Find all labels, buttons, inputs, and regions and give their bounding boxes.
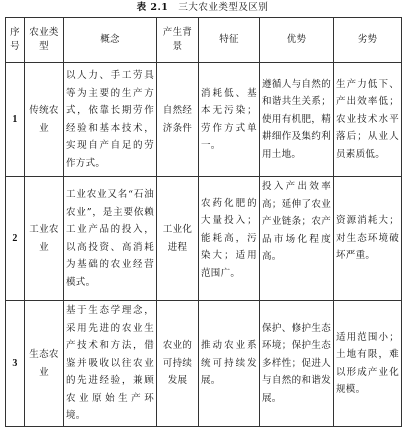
- cell-advantage: 保护、修护生态环境；保护生态多样性；促进人与自然的和谐发展。: [260, 301, 334, 427]
- header-disadvantage: 劣势: [334, 18, 402, 63]
- table-title: 三大农业类型及区别: [178, 2, 269, 13]
- cell-disadvantage: 适用范围小；土地有限，难以形成产业化规模。: [334, 301, 402, 427]
- table-row: [6, 63, 402, 177]
- cell-type: 工业农业: [25, 177, 64, 301]
- header-seq: 序号: [6, 18, 25, 63]
- cell-disadvantage: 生产力低下、产出效率低；农业技术水平落后；从业人员素质低。: [334, 63, 402, 177]
- cell-disadvantage: 资源消耗大；对生态环境破坏严重。: [334, 177, 402, 301]
- cell-background: 工业化进程: [157, 177, 199, 301]
- cell-feature: 推动农业系统可持续发展。: [199, 301, 260, 427]
- header-feature: 特征: [199, 18, 260, 63]
- table-row: [6, 301, 402, 427]
- header-type: 农业类型: [25, 18, 64, 63]
- cell-seq: 3: [6, 301, 25, 427]
- header-advantage: 优势: [260, 18, 334, 63]
- header-background: 产生背景: [157, 18, 199, 63]
- cell-advantage: 遵循人与自然的和谐共生关系；使用有机肥，精耕细作及集约利用土地。: [260, 63, 334, 177]
- cell-feature: 农药化肥的大量投入；能耗高，污染大；适用范围广。: [199, 177, 260, 301]
- cell-type: 生态农业: [25, 301, 64, 427]
- cell-concept: 工业农业又名“石油农业”，是主要依赖工业产品的投入，以高投资、高消耗为基础的农业经营模式。: [64, 177, 157, 301]
- header-row: [6, 18, 402, 63]
- table-number: 表 2.1: [136, 2, 169, 13]
- cell-background: 农业的可持续发展: [157, 301, 199, 427]
- cell-background: 自然经济条件: [157, 63, 199, 177]
- agriculture-comparison-table: [5, 17, 402, 427]
- table-row: [6, 177, 402, 301]
- cell-feature: 消耗低、基本无污染；劳作方式单一。: [199, 63, 260, 177]
- cell-seq: 2: [6, 177, 25, 301]
- cell-type: 传统农业: [25, 63, 64, 177]
- header-concept: 概念: [64, 18, 157, 63]
- cell-concept: 基于生态学理念，采用先进的农业生产技术和方法，借鉴并吸收以往农业的先进经验，兼顾农业原始生产环境。: [64, 301, 157, 427]
- cell-advantage: 投入产出效率高；延伸了农业产业链条；农产品市场化程度高。: [260, 177, 334, 301]
- cell-seq: 1: [6, 63, 25, 177]
- table-caption: [0, 1, 405, 14]
- cell-concept: 以人力、手工劳具等为主要的生产方式，依靠长期劳作经验和基本技术，实现自产自足的劳作方式。: [64, 63, 157, 177]
